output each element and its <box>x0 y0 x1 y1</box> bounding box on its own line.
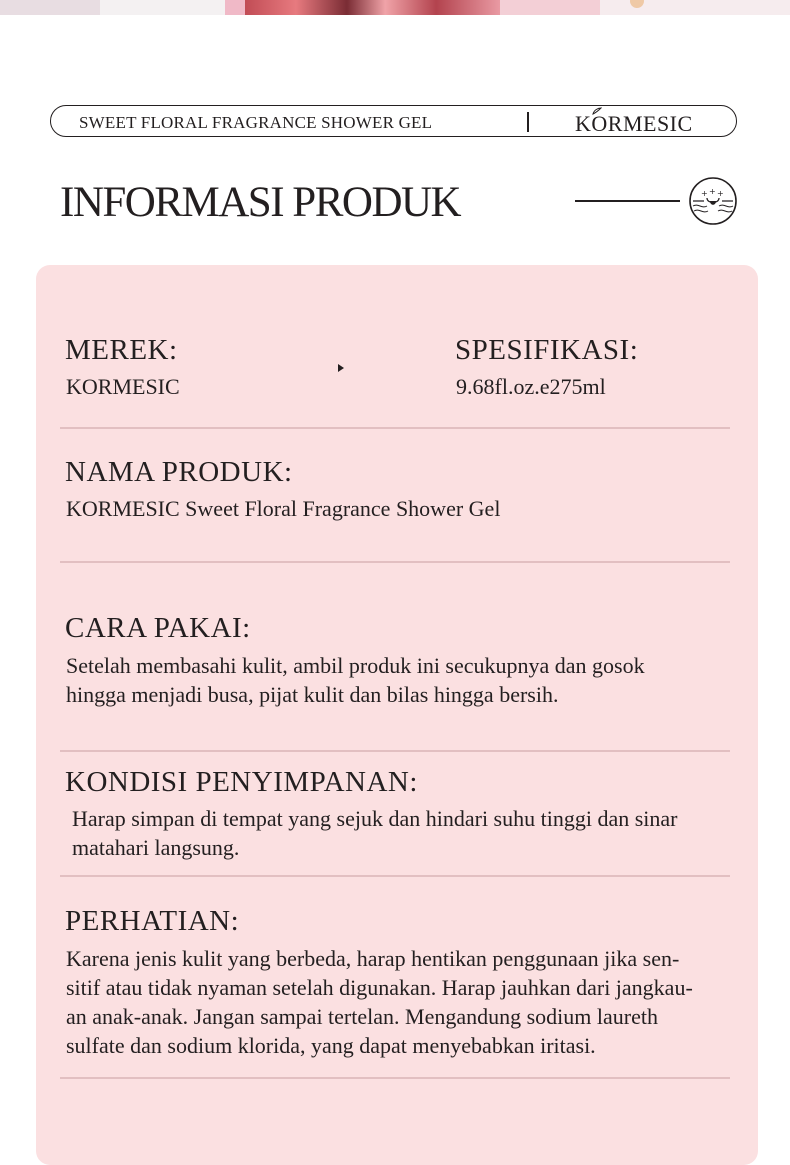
caution-line: an anak-anak. Jangan sampai tertelan. Mengandung sodium laureth <box>66 1004 658 1029</box>
photo-segment <box>600 0 790 15</box>
photo-segment <box>0 0 100 15</box>
storage-text <box>72 804 677 862</box>
divider-line <box>60 750 730 752</box>
caution-line: sulfate dan sodium klorida, yang dapat menyebabkan iritasi. <box>66 1033 596 1058</box>
brand-label: MEREK: <box>65 334 178 366</box>
brand-logo <box>575 111 693 137</box>
divider-line <box>60 427 730 429</box>
photo-segment <box>225 0 245 15</box>
heading-rule <box>575 200 680 202</box>
petal-shape <box>630 0 644 8</box>
skin-care-badge-icon <box>688 176 738 226</box>
svg-text:+: + <box>701 189 708 198</box>
usage-label: CARA PAKAI: <box>65 612 251 644</box>
caution-label: PERHATIAN: <box>65 905 240 937</box>
pointer-marker <box>338 364 344 372</box>
usage-line: Setelah membasahi kulit, ambil produk ini secukupnya dan gosok <box>66 653 645 678</box>
flower-photo <box>245 0 500 15</box>
divider-line <box>60 561 730 563</box>
storage-line: matahari langsung. <box>72 835 240 860</box>
product-name-value: KORMESIC Sweet Floral Fragrance Shower Gel <box>66 496 501 521</box>
caution-text <box>66 944 693 1060</box>
bottle-photo <box>500 0 600 15</box>
storage-label: KONDISI PENYIMPANAN: <box>65 766 418 798</box>
brand-value: KORMESIC <box>66 374 180 399</box>
brand-logo-text: KORMESIC <box>575 111 693 136</box>
brand-header-pill <box>50 105 737 137</box>
pill-divider <box>527 112 529 132</box>
usage-line: hingga menjadi busa, pijat kulit dan bilas hingga bersih. <box>66 682 559 707</box>
caution-line: Karena jenis kulit yang berbeda, harap hentikan penggunaan jika sen- <box>66 946 680 971</box>
photo-segment <box>100 0 225 15</box>
product-line-title: SWEET FLORAL FRAGRANCE SHOWER GEL <box>79 113 433 132</box>
product-photo-strip <box>0 0 790 15</box>
divider-line <box>60 1077 730 1079</box>
product-name-label: NAMA PRODUK: <box>65 456 293 488</box>
spec-label: SPESIFIKASI: <box>455 334 639 366</box>
spec-value: 9.68fl.oz.e275ml <box>456 374 606 399</box>
usage-text <box>66 651 645 709</box>
caution-line: sitif atau tidak nyaman setelah digunakan. Harap jauhkan dari jangkau- <box>66 975 693 1000</box>
svg-text:+: + <box>709 187 716 196</box>
sprout-icon <box>592 107 602 115</box>
divider-line <box>60 875 730 877</box>
storage-line: Harap simpan di tempat yang sejuk dan hindari suhu tinggi dan sinar <box>72 806 678 831</box>
svg-text:+: + <box>717 189 724 198</box>
section-title: INFORMASI PRODUK <box>60 179 461 226</box>
